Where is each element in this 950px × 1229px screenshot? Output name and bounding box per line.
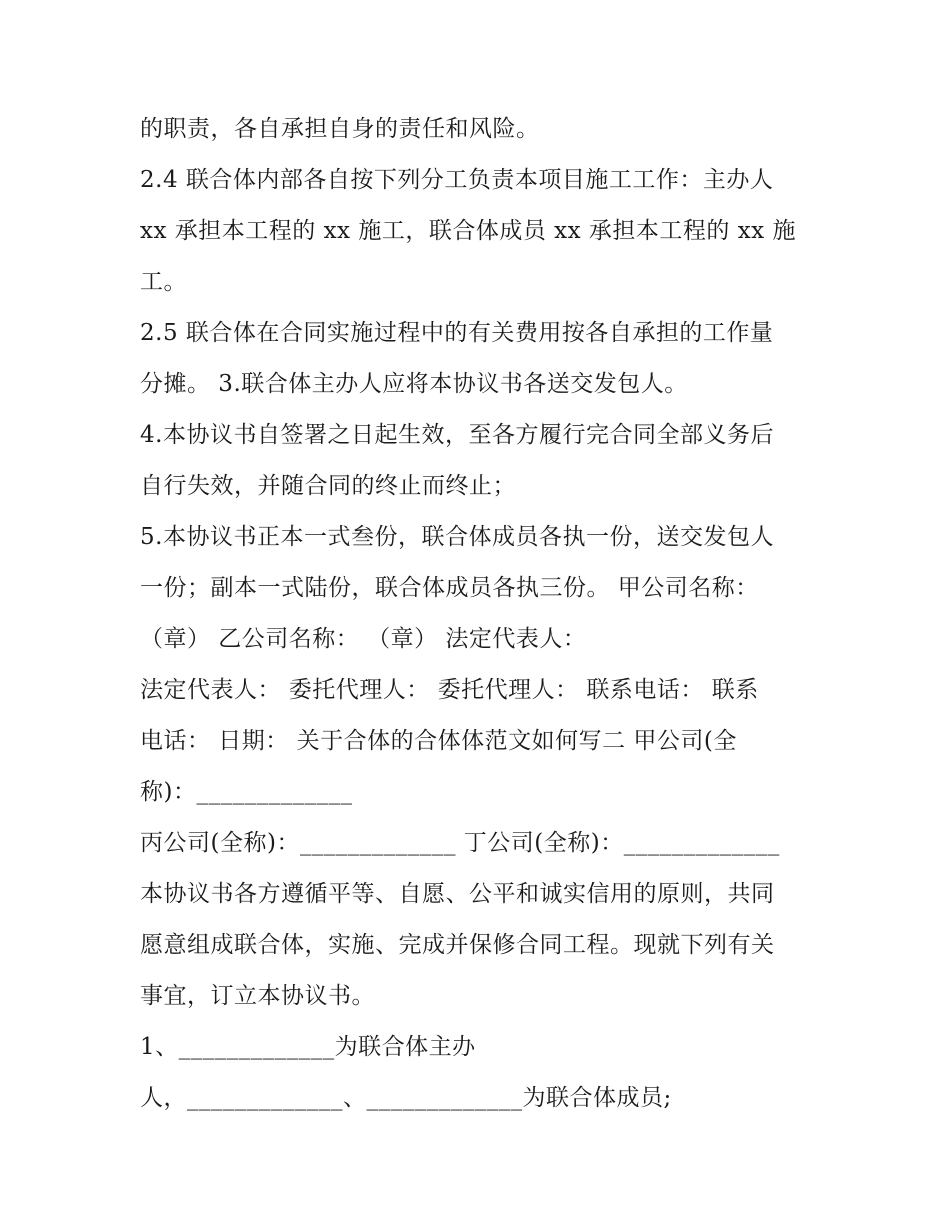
text-line: 人，_____________、_____________为联合体成员; <box>140 1085 672 1111</box>
text-line: 一份；副本一式陆份，联合体成员各执三份。 甲公司名称： <box>140 575 759 601</box>
text-line: 的职责，各自承担自身的责任和风险。 <box>140 116 540 142</box>
text-line: 分摊。 3.联合体主办人应将本协议书各送交发包人。 <box>140 371 688 397</box>
text-line: 愿意组成联合体，实施、完成并保修合同工程。现就下列有关 <box>140 932 775 958</box>
text-line: 法定代表人： 委托代理人： 委托代理人： 联系电话： 联系 <box>140 677 759 703</box>
text-line: 自行失效，并随合同的终止而终止； <box>140 473 516 499</box>
text-line: 事宜，订立本协议书。 <box>140 983 375 1009</box>
text-line: 1、_____________为联合体主办 <box>140 1034 476 1060</box>
text-line: xx 承担本工程的 xx 施工，联合体成员 xx 承担本工程的 xx 施 <box>140 218 796 244</box>
text-line: 2.4 联合体内部各自按下列分工负责本项目施工工作：主办人 <box>140 167 774 193</box>
text-line: 4.本协议书自签署之日起生效，至各方履行完合同全部义务后 <box>140 422 774 448</box>
document-body <box>140 104 820 1124</box>
text-line: 2.5 联合体在合同实施过程中的有关费用按各自承担的工作量 <box>140 320 774 346</box>
text-line: 电话： 日期： 关于合体的合体体范文如何写二 甲公司(全 <box>140 728 737 754</box>
text-line: 称)：_____________ <box>140 779 353 805</box>
text-line: 工。 <box>140 269 187 295</box>
text-line: 5.本协议书正本一式叁份，联合体成员各执一份，送交发包人 <box>140 524 774 550</box>
text-line: 丙公司(全称)：_____________ 丁公司(全称)：_____________ <box>140 830 780 856</box>
text-line: 本协议书各方遵循平等、自愿、公平和诚实信用的原则，共同 <box>140 881 775 907</box>
text-line: （章） 乙公司名称： （章） 法定代表人： <box>140 626 587 652</box>
